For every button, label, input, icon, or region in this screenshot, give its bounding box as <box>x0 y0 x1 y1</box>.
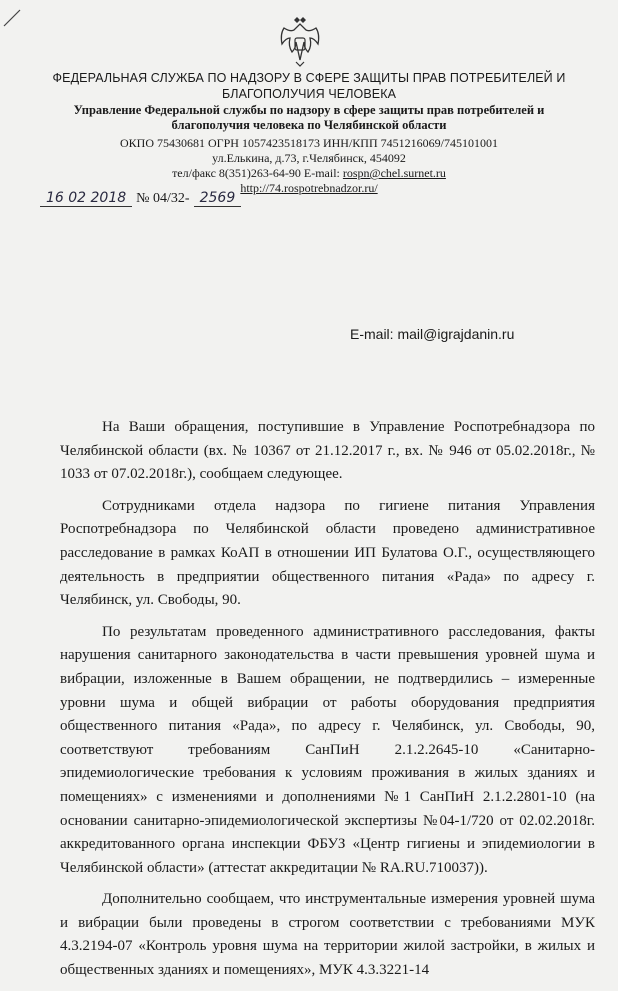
requisites-block <box>0 136 618 196</box>
phone-fax: тел/факс 8(351)263-64-90 E-mail: <box>172 166 343 180</box>
document-number-line <box>40 190 241 207</box>
department-name: Управление Федеральной службы по надзору в сфере защиты прав потребителей и благополучия человека по Челябинской области <box>73 103 545 132</box>
recipient-email: E-mail: mail@igrajdanin.ru <box>350 326 515 342</box>
paragraph-2: Сотрудниками отдела надзора по гигиене питания Управления Роспотребнадзора по Челябинской области проведено административное расследование в рамках КоАП в отношении ИП Булатова О.Г., осуществляющего деятельность в предприятии общественного питания «Рада» по адресу г. Челябинск, ул. Свободы, 90. <box>60 497 595 609</box>
number-prefix: № 04/32- <box>136 191 190 206</box>
coat-of-arms-icon <box>276 14 324 68</box>
handwritten-date: 16 02 2018 <box>40 190 132 207</box>
postal-address: ул.Елькина, д.73, г.Челябинск, 454092 <box>212 151 406 165</box>
paragraph-3: По результатам проведенного административного расследования, факты нарушения санитарного законодательства в части превышения уровней шума и вибрации, изложенные в Вашем обращении, не подтвердились – измеренные уровни шума и общей вибрации от работы оборудования предприятия общественного питания «Рада», по адресу г. Челябинск, ул. Свободы, 90, соответствуют требованиям СанПиН 2.1.2.2645-10 «Санитарно-эпидемиологические требования к условиям проживания в жилых зданиях и помещениях» с изменениями и дополнениями №1 СанПиН 2.1.2.2801-10 (на основании санитарно-эпидемиологической экспертизы №04-1/720 от 02.02.2018г. аккредитованного органа инспекции ФБУЗ «Центр гигиены и эпидемиологии в Челябинской области» (аттестат аккредитации № RA.RU.710037)). <box>60 623 595 876</box>
paragraph-1: На Ваши обращения, поступившие в Управление Роспотребнадзора по Челябинской области (вх. № 10367 от 21.12.2017 г., вх. № 946 от 05.02.2018г., № 1033 от 07.02.2018г.), сообщаем следующее. <box>60 419 595 483</box>
registration-codes: ОКПО 75430681 ОГРН 1057423518173 ИНН/КПП 7451216069/745101001 <box>120 136 498 150</box>
pen-stroke-icon <box>2 6 24 28</box>
agency-name: ФЕДЕРАЛЬНАЯ СЛУЖБА ПО НАДЗОРУ В СФЕРЕ ЗАЩИТЫ ПРАВ ПОТРЕБИТЕЛЕЙ И БЛАГОПОЛУЧИЯ ЧЕЛОВЕКА <box>52 71 566 101</box>
letter-body <box>60 416 595 991</box>
website-link[interactable]: http://74.rospotrebnadzor.ru/ <box>240 181 378 195</box>
handwritten-number: 2569 <box>194 190 242 207</box>
contact-line <box>0 166 618 181</box>
agency-email-link[interactable]: rospn@chel.surnet.ru <box>342 166 446 180</box>
paragraph-4: Дополнительно сообщаем, что инструментальные измерения уровней шума и вибрации были проведены в строгом соответствии с требованиями МУК 4.3.2194-07 «Контроль уровня шума на территории жилой застройки, в жилых и общественных зданиях и помещениях», МУК 4.3.3221-14 <box>60 891 595 979</box>
